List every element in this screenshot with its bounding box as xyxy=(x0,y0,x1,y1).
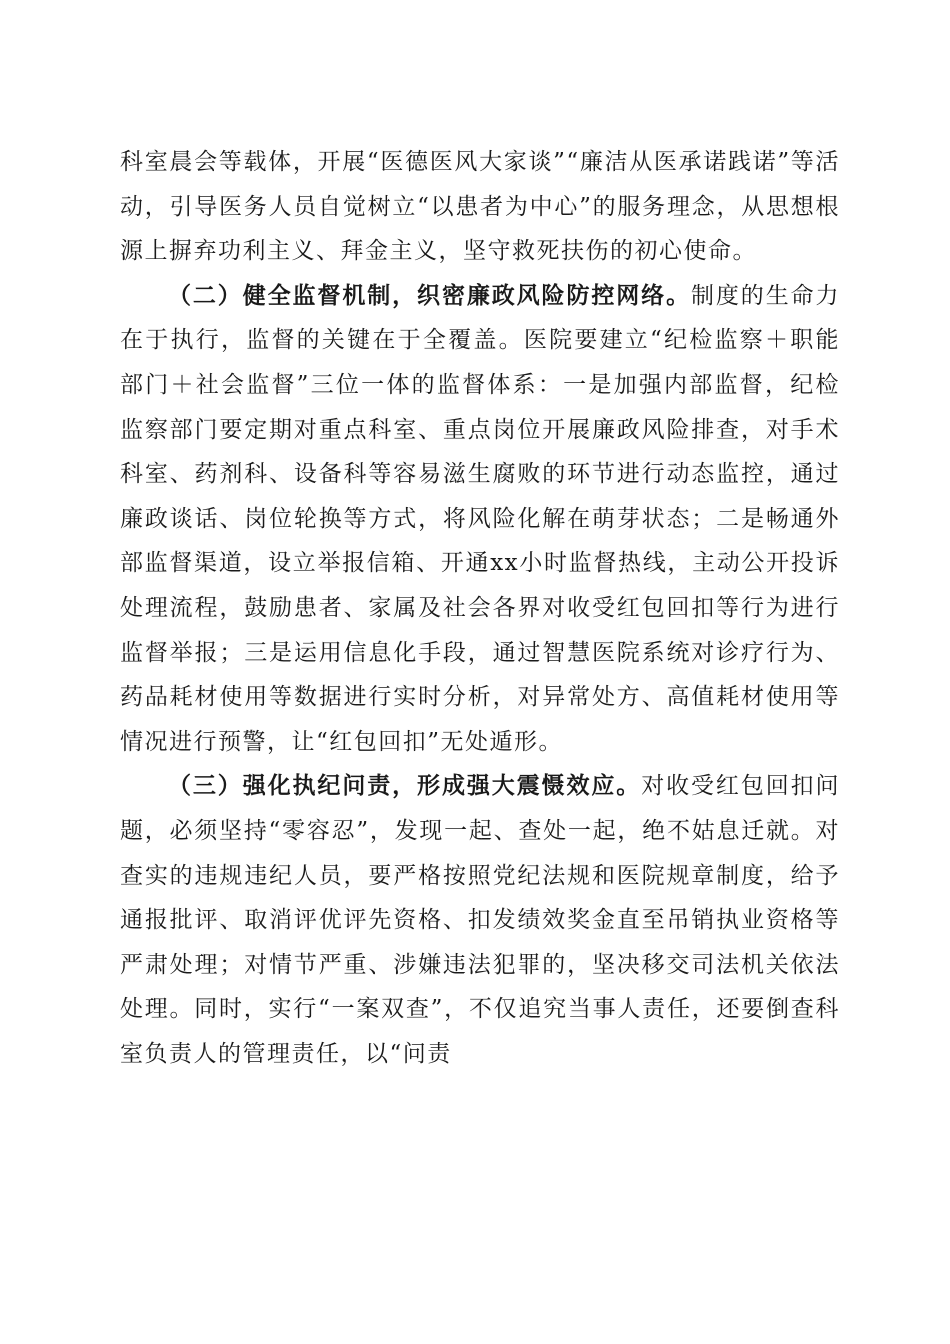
paragraph-2-body: 制度的生命力在于执行，监督的关键在于全覆盖。医院要建立“纪检监察＋职能部门＋社会监督”三位一体的监督体系：一是加强内部监督，纪检监察部门要定期对重点科室、重点岗位开展廉政风险排查，对手术科室、药剂科、设备科等容易滋生腐败的环节进行动态监控，通过廉政谈话、岗位轮换等方式，将风险化解在萌芽状态；二是畅通外部监督渠道，设立举报信箱、开通xx小时监督热线，主动公开投诉处理流程，鼓励患者、家属及社会各界对收受红包回扣等行为进行监督举报；三是运用信息化手段，通过智慧医院系统对诊疗行为、药品耗材使用等数据进行实时分析，对异常处方、高值耗材使用等情况进行预警，让“红包回扣”无处遁形。 xyxy=(120,282,841,755)
paragraph-3-heading: （三）强化执纪问责，形成强大震慑效应。 xyxy=(168,773,642,800)
paragraph-2-heading: （二）健全监督机制，织密廉政风险防控网络。 xyxy=(168,282,691,309)
document-body xyxy=(120,140,840,1076)
paragraph-1 xyxy=(120,140,840,274)
paragraph-2 xyxy=(120,274,840,765)
paragraph-3-body: 对收受红包回扣问题，必须坚持“零容忍”，发现一起、查处一起，绝不姑息迁就。对查实的违规违纪人员，要严格按照党纪法规和医院规章制度，给予通报批评、取消评优评先资格、扣发绩效奖金直至吊销执业资格等严肃处理；对情节严重、涉嫌违法犯罪的，坚决移交司法机关依法处理。同时，实行“一案双查”，不仅追究当事人责任，还要倒查科室负责人的管理责任，以“问责 xyxy=(120,773,841,1067)
paragraph-1-body: 科室晨会等载体，开展“医德医风大家谈”“廉洁从医承诺践诺”等活动，引导医务人员自觉树立“以患者为中心”的服务理念，从思想根源上摒弃功利主义、拜金主义，坚守救死扶伤的初心使命。 xyxy=(120,149,840,265)
paragraph-3 xyxy=(120,764,840,1076)
